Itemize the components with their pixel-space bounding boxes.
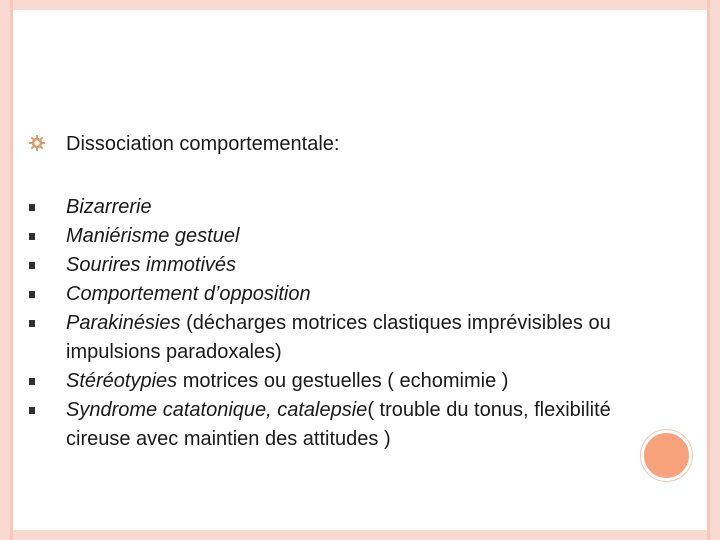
item-plain-text: motrices ou gestuelles ( echomimie ): [177, 370, 509, 392]
list-item: [28, 396, 648, 454]
accent-circle: [641, 430, 692, 481]
list-item: [28, 193, 648, 222]
list-item: [28, 251, 648, 280]
item-plain-text: (décharges motrices clastiques imprévisibles ou impulsions paradoxales): [66, 312, 611, 363]
item-plain-text: ( trouble du tonus, flexibilité cireuse avec maintien des attitudes ): [66, 399, 611, 450]
slide-border-top: [0, 0, 720, 10]
item-italic-text: Sourires immotivés: [66, 254, 237, 276]
list-item: [28, 309, 648, 367]
square-bullet-icon: [29, 320, 35, 327]
square-bullet-icon: [29, 378, 35, 385]
item-italic-text: Bizarrerie: [66, 196, 152, 218]
square-bullet-icon: [29, 407, 35, 414]
item-italic-text: Maniérisme gestuel: [66, 225, 240, 247]
heading-text: Dissociation comportementale:: [66, 133, 340, 155]
list-item: [28, 367, 648, 396]
square-bullet-icon: [29, 291, 35, 298]
item-italic-text: Stéréotypies: [66, 370, 178, 392]
slide-border-bottom: [0, 530, 720, 540]
slide-border-right-inner: [707, 0, 710, 540]
square-bullet-icon: [29, 262, 35, 269]
square-bullet-icon: [29, 233, 35, 240]
list-item: [28, 222, 648, 251]
item-italic-text: Syndrome catatonique, catalepsie: [66, 399, 368, 421]
bullet-list: [28, 193, 648, 454]
square-bullet-icon: [29, 204, 35, 211]
gear-bullet-icon: [28, 134, 46, 152]
heading-row: [28, 130, 668, 158]
item-italic-text: Parakinésies: [66, 312, 181, 334]
item-italic-text: Comportement d’opposition: [66, 283, 311, 305]
list-item: [28, 280, 648, 309]
